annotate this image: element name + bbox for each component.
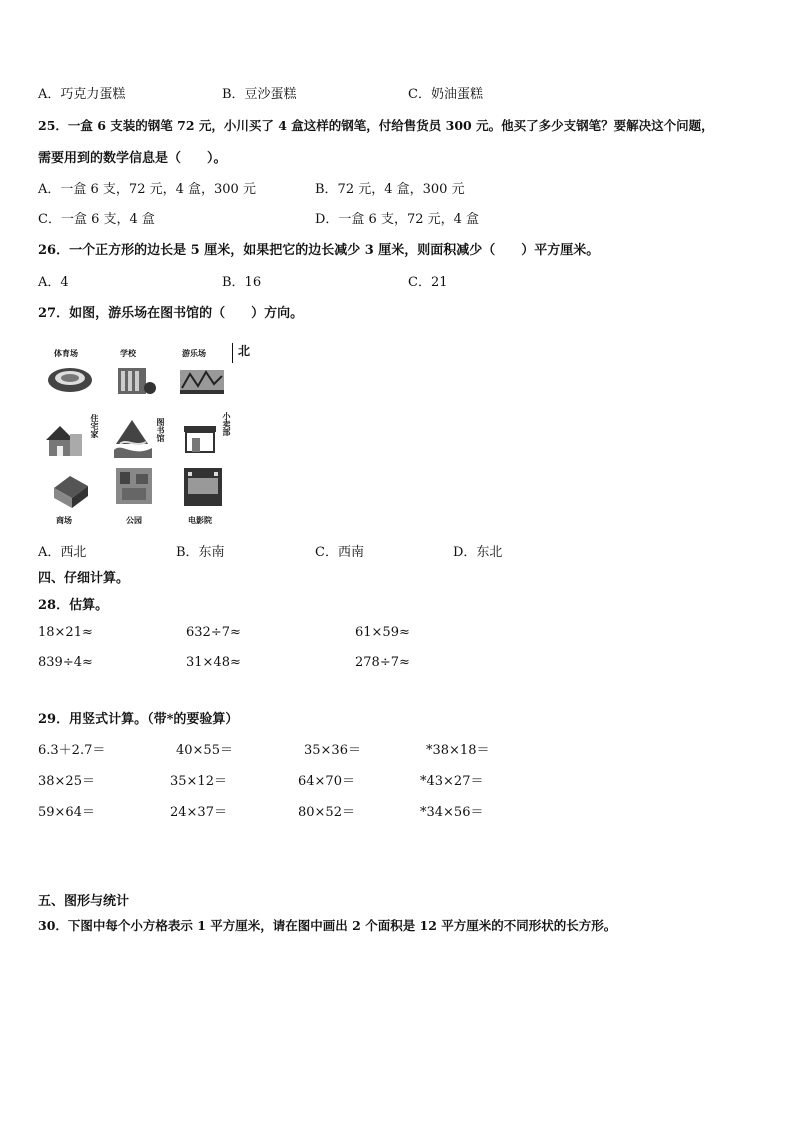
calc-item: 35×36＝ [304, 743, 361, 758]
calc-item: *38×18＝ [426, 743, 490, 758]
map-label: 小卖部 [222, 412, 232, 436]
map-cell-mall [44, 468, 104, 526]
option-a: A．巧克力蛋糕 [38, 87, 126, 102]
park-icon [112, 468, 172, 512]
option-b: B．16 [222, 275, 262, 290]
direction-map [40, 338, 260, 523]
map-label: 游乐场 [182, 348, 206, 358]
estimate-item: 632÷7≈ [186, 625, 241, 640]
map-label: 公园 [126, 515, 142, 525]
map-label: 电影院 [188, 515, 212, 525]
question-26: 26．一个正方形的边长是 5 厘米，如果把它的边长减少 3 厘米，则面积减少（ ）平方厘米。 [38, 243, 600, 258]
option-c: C．一盒 6 支，4 盒 [38, 212, 155, 227]
option-c: C．奶油蛋糕 [408, 87, 483, 102]
map-label: 住宅家 [90, 414, 100, 438]
question-25-line1: 25．一盒 6 支装的钢笔 72 元，小川买了 4 盒这样的钢笔，付给售货员 300 元。他买了多少支钢笔？要解决这个问题， [38, 118, 714, 133]
option-b: B．72 元，4 盒，300 元 [315, 182, 465, 197]
calc-item: 64×70＝ [298, 774, 355, 789]
question-29-title: 29．用竖式计算。（带*的要验算） [38, 712, 239, 727]
option-d: D．一盒 6 支，72 元，4 盒 [315, 212, 480, 227]
mall-icon [44, 468, 104, 512]
map-label: 商场 [56, 515, 72, 525]
option-d: D．东北 [453, 545, 503, 560]
map-label: 图书馆 [156, 418, 166, 442]
map-cell-park [112, 468, 172, 526]
option-a: A．西北 [38, 545, 87, 560]
calc-item: 40×55＝ [176, 743, 233, 758]
map-cell-home [44, 410, 104, 468]
school-icon [112, 358, 172, 406]
map-cell-library [112, 410, 172, 468]
estimate-item: 31×48≈ [186, 655, 241, 670]
calc-item: 35×12＝ [170, 774, 227, 789]
estimate-item: 839÷4≈ [38, 655, 93, 670]
north-label: 北 [238, 344, 251, 358]
amusement-park-icon [178, 358, 238, 406]
option-a: A．一盒 6 支，72 元，4 盒，300 元 [38, 182, 256, 197]
option-c: C．21 [408, 275, 448, 290]
option-c: C．西南 [315, 545, 364, 560]
question-27: 27．如图，游乐场在图书馆的（ ）方向。 [38, 306, 304, 321]
map-cell-amusement-park [178, 348, 238, 406]
section-heading: 五、图形与统计 [38, 894, 130, 909]
option-b: B．豆沙蛋糕 [222, 87, 297, 102]
estimate-item: 18×21≈ [38, 625, 93, 640]
calc-item: 59×64＝ [38, 805, 95, 820]
calc-item: *43×27＝ [420, 774, 484, 789]
map-cell-shop [178, 410, 238, 468]
map-label: 体育场 [54, 348, 78, 358]
estimate-item: 61×59≈ [355, 625, 410, 640]
calc-item: 80×52＝ [298, 805, 355, 820]
question-30: 30．下图中每个小方格表示 1 平方厘米，请在图中画出 2 个面积是 12 平方厘米的不同形状的长方形。 [38, 918, 617, 933]
question-28-title: 28．估算。 [38, 598, 109, 613]
option-a: A．4 [38, 275, 69, 290]
map-cell-stadium [44, 348, 104, 406]
question-25-line2: 需要用到的数学信息是（ ）。 [38, 151, 227, 166]
option-b: B．东南 [176, 545, 225, 560]
map-label: 学校 [120, 348, 136, 358]
calc-item: *34×56＝ [420, 805, 484, 820]
calc-item: 24×37＝ [170, 805, 227, 820]
calc-item: 38×25＝ [38, 774, 95, 789]
stadium-icon [44, 358, 104, 406]
cinema-icon [178, 468, 238, 512]
calc-item: 6.3＋2.7＝ [38, 743, 106, 758]
map-cell-school [112, 348, 172, 406]
map-cell-cinema [178, 468, 238, 526]
section-heading: 四、仔细计算。 [38, 571, 130, 586]
estimate-item: 278÷7≈ [355, 655, 410, 670]
